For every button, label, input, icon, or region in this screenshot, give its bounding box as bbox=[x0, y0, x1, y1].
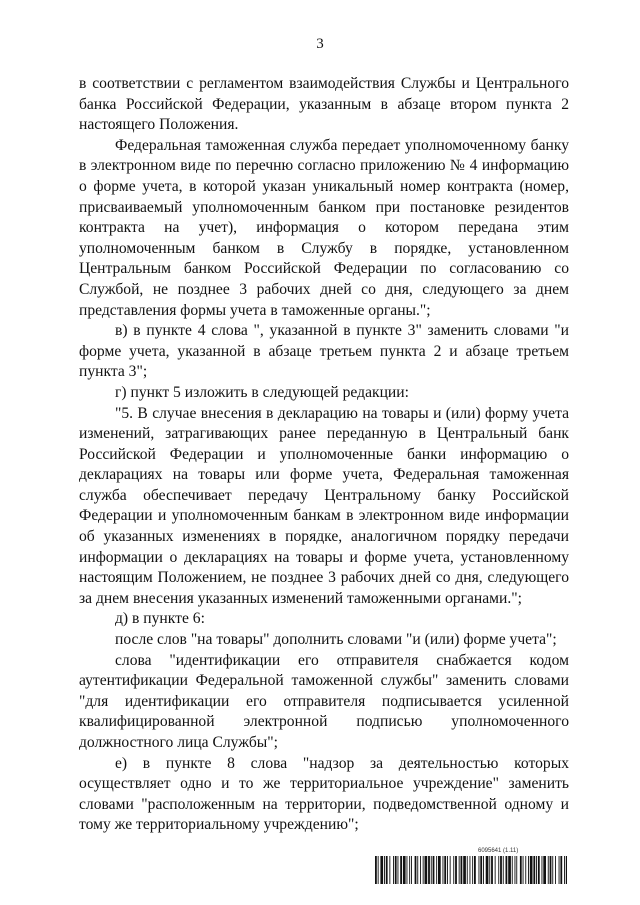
barcode-caption: 6095641 (1.11) bbox=[478, 848, 519, 854]
paragraph-words-identification: слова "идентификации его отправителя снабжается кодом аутентификации Федеральной таможенной службы" заменить словами "для идентификации его отправителя подписывается усиленной квалифицированной электронной подписью уполномоченного должностного лица Службы"; bbox=[79, 651, 569, 751]
paragraph-after-words: после слов "на товары" дополнить словами "и (или) форме учета"; bbox=[115, 631, 557, 649]
document-body bbox=[79, 74, 569, 836]
barcode-icon bbox=[375, 856, 567, 884]
paragraph-item-g: г) пункт 5 изложить в следующей редакции: bbox=[115, 383, 409, 401]
paragraph-fts-transfer: Федеральная таможенная служба передает уполномоченному банку в электронном виде по перечню согласно приложению № 4 информацию о форме учета, в которой указан уникальный номер контракта (номер, присваиваемый уполномоченным банком при постановке резидентов контракта на учет), информация о котором передана этим уполномоченным банком в Службу в порядке, установленном Центральным банком Российской Федерации по согласованию со Службой, не позднее 3 рабочих дней со дня, следующего за днем представления формы учета в таможенные органы."; bbox=[79, 136, 569, 319]
paragraph-item-e: е) в пункте 8 слова "надзор за деятельностью которых осуществляет одно и то же территориальное учреждение" заменить словами "расположенным на территории, подведомственной одному и тому же территориальному учреждению"; bbox=[79, 754, 569, 834]
paragraph-item-v: в) в пункте 4 слова ", указанной в пункте 3" заменить словами "и форме учета, указанной в абзаце третьем пункта 2 и абзаце третьем пункта 3"; bbox=[79, 322, 569, 381]
page-number: 3 bbox=[316, 36, 324, 52]
paragraph-item-d: д) в пункте 6: bbox=[115, 610, 205, 628]
paragraph-point-5: "5. В случае внесения в декларацию на товары и (или) форму учета изменений, затрагивающих ранее переданную в Центральный банк Российской Федерации и уполномоченные банки информацию о декларациях на товары или форме учета, Федеральная таможенная служба обеспечивает передачу Центральному банку Российской Федерации и уполномоченным банкам в электронном виде информации об указанных изменениях в порядке, аналогичном порядку передачи информации о декларациях на товары и форме учета, установленному настоящим Положением, не позднее 3 рабочих дней со дня, следующего за днем внесения указанных изменений таможенными органами."; bbox=[79, 404, 569, 607]
paragraph-continuation: в соответствии с регламентом взаимодействия Службы и Центрального банка Российской Федерации, указанным в абзаце втором пункта 2 настоящего Положения. bbox=[79, 75, 569, 134]
